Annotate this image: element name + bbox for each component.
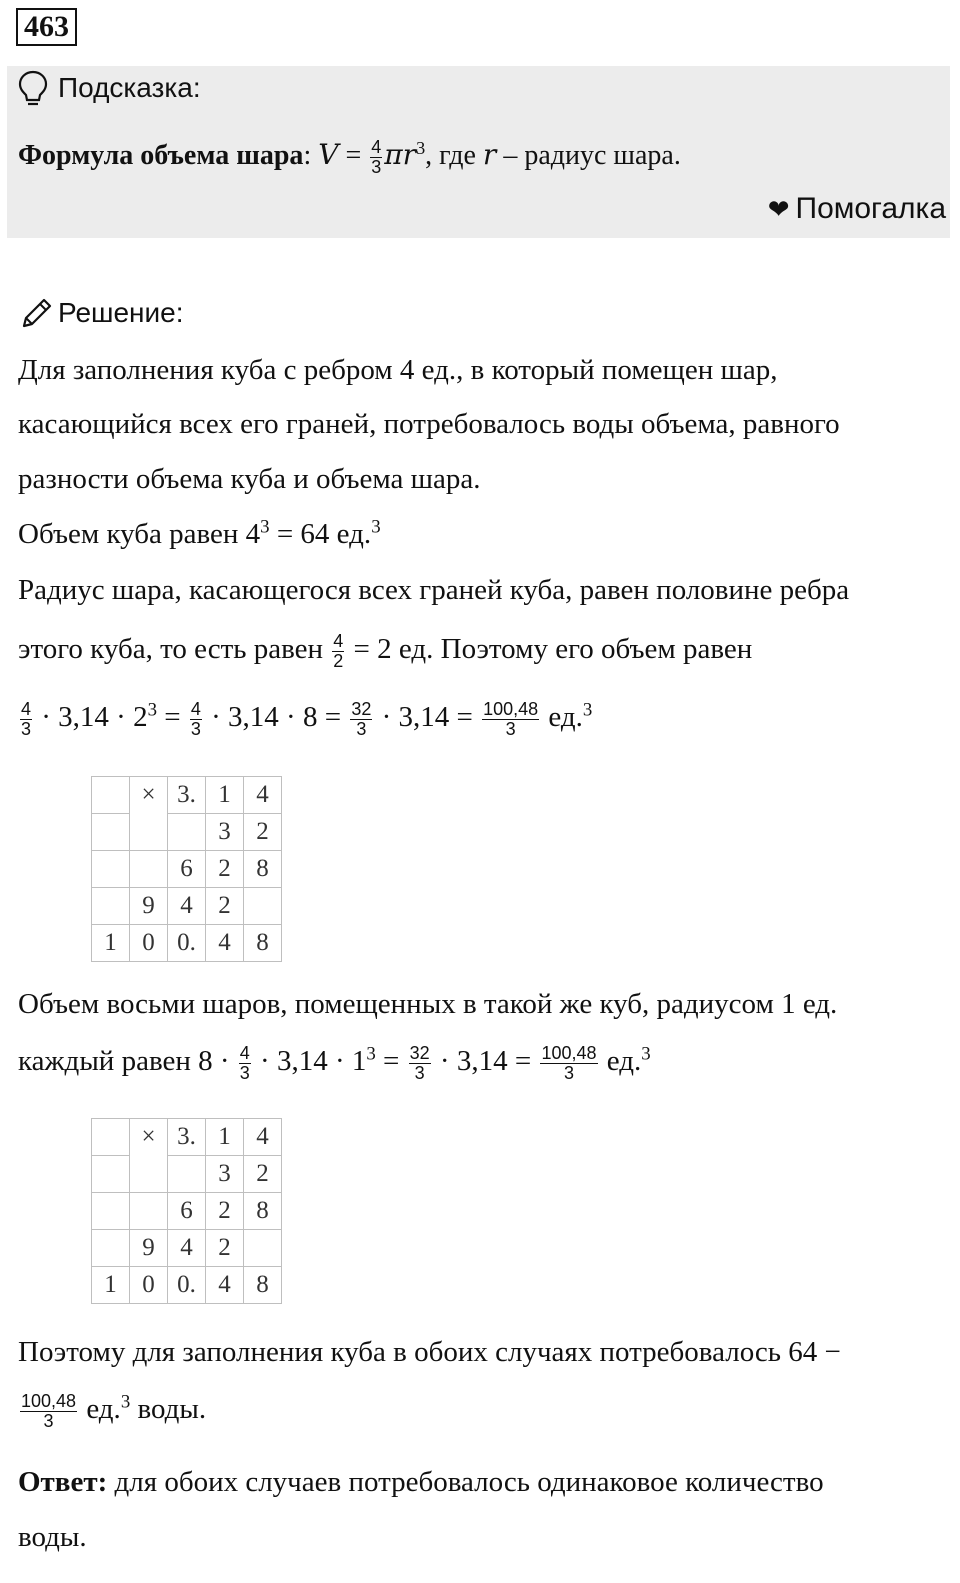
fraction — [239, 1044, 251, 1083]
frac-den: 3 — [190, 718, 201, 739]
text: ед. — [79, 1393, 121, 1426]
text: воды. — [130, 1393, 207, 1426]
table-cell: 6 — [168, 1193, 206, 1230]
var-v: V — [318, 138, 339, 171]
text-line: касающийся всех его граней, потребовалось воды объема, равного — [18, 408, 840, 440]
frac-num: 32 — [351, 699, 372, 719]
table-cell: 4 — [244, 777, 282, 814]
frac-num: 100,48 — [541, 1043, 597, 1063]
table-cell — [92, 777, 130, 814]
text: = — [157, 701, 188, 734]
table-cell: 3. — [168, 1119, 206, 1156]
frac-num: 4 — [239, 1043, 250, 1063]
text: этого куба, то есть равен — [18, 633, 331, 666]
hint-formula — [18, 138, 681, 177]
table-cell: × — [130, 777, 168, 814]
text-line: разности объема куба и объема шара. — [18, 463, 481, 495]
table-cell: 1 — [92, 1267, 130, 1304]
table-cell — [130, 814, 168, 851]
exponent: 3 — [260, 516, 270, 538]
frac-den: 2 — [333, 650, 344, 671]
exponent: 3 — [416, 138, 426, 158]
table-cell: 4 — [168, 888, 206, 925]
table-cell: 3. — [168, 777, 206, 814]
text: · 3,14 = — [374, 701, 481, 734]
frac-num: 32 — [409, 1043, 430, 1063]
table-cell — [244, 888, 282, 925]
table-cell: 3 — [206, 814, 244, 851]
text: ед. — [599, 1045, 642, 1078]
table-cell: 4 — [168, 1230, 206, 1267]
equals: = — [338, 140, 369, 171]
table-cell: 0 — [130, 925, 168, 962]
table-cell — [130, 1156, 168, 1193]
table-cell: 3 — [206, 1156, 244, 1193]
text-line: Радиус шара, касающегося всех граней куба, равен половине ребра — [18, 574, 850, 606]
text-line: Объем восьми шаров, помещенных в такой же куб, радиусом 1 ед. — [18, 988, 838, 1020]
exponent: 3 — [582, 699, 593, 721]
frac-num: 100,48 — [21, 1391, 77, 1411]
table-cell — [92, 1230, 130, 1267]
table-cell: 2 — [244, 814, 282, 851]
text: · 3,14 · 8 = — [203, 701, 349, 734]
frac-num: 4 — [371, 137, 382, 158]
table-cell: 2 — [206, 1193, 244, 1230]
table-cell: 8 — [244, 851, 282, 888]
pi-r: πr — [384, 138, 417, 171]
exponent: 3 — [371, 516, 381, 538]
table-cell: 8 — [244, 1267, 282, 1304]
text: , где — [425, 140, 483, 171]
table-cell: 8 — [244, 925, 282, 962]
frac-den: 3 — [21, 718, 32, 739]
fraction — [370, 138, 382, 177]
fraction — [350, 700, 372, 739]
exponent: 3 — [120, 1391, 131, 1413]
exponent: 3 — [366, 1043, 376, 1065]
fraction — [482, 700, 539, 739]
fraction — [20, 700, 32, 739]
frac-den: 3 — [371, 157, 382, 178]
text: = 2 ед. Поэтому его объем равен — [346, 633, 753, 666]
text: = — [375, 1045, 407, 1078]
table-cell — [244, 1230, 282, 1267]
var-r: r — [482, 138, 497, 171]
text-line: воды. — [18, 1521, 87, 1553]
table-cell: 0 — [130, 1267, 168, 1304]
table-cell: 9 — [130, 888, 168, 925]
table-cell: 2 — [206, 888, 244, 925]
fraction — [190, 700, 202, 739]
table-cell — [92, 1193, 130, 1230]
text: · 3,14 · 1 — [252, 1045, 367, 1078]
text: для обоих случаев потребовалось одинаковое количество — [107, 1466, 824, 1498]
hint-title: Подсказка: — [58, 72, 201, 103]
exponent: 3 — [641, 1043, 651, 1065]
text: – радиус шара. — [496, 140, 681, 171]
table-cell: 6 — [168, 851, 206, 888]
table-cell: × — [130, 1119, 168, 1156]
credit — [768, 192, 946, 226]
table-cell — [130, 851, 168, 888]
multiplication-table-2 — [91, 1118, 282, 1304]
fraction — [540, 1044, 597, 1083]
fraction — [409, 1044, 431, 1083]
fraction — [20, 1392, 77, 1431]
exponent: 3 — [147, 699, 158, 721]
text: · 3,14 · 2 — [34, 701, 148, 734]
table-cell: 9 — [130, 1230, 168, 1267]
frac-den: 3 — [356, 718, 367, 739]
frac-den: 3 — [414, 1062, 425, 1083]
text-line: Для заполнения куба с ребром 4 ед., в который помещен шар, — [18, 354, 778, 386]
table-cell — [92, 851, 130, 888]
problem-number: 463 — [16, 8, 77, 46]
frac-num: 4 — [21, 699, 32, 719]
table-cell: 0. — [168, 1267, 206, 1304]
table-cell: 1 — [206, 1119, 244, 1156]
text: ед. — [541, 701, 583, 734]
table-cell: 8 — [244, 1193, 282, 1230]
table-cell — [168, 814, 206, 851]
table-cell: 1 — [92, 925, 130, 962]
table-cell: 2 — [206, 851, 244, 888]
frac-den: 3 — [43, 1410, 54, 1431]
frac-den: 3 — [239, 1062, 250, 1083]
lightbulb-icon — [18, 70, 48, 108]
table-cell: 0. — [168, 925, 206, 962]
cube-volume-line — [18, 518, 381, 551]
table-cell: 1 — [206, 777, 244, 814]
fraction — [332, 632, 344, 671]
frac-num: 4 — [333, 631, 344, 651]
colon: : — [303, 140, 319, 171]
formula-label: Формула объема шара — [18, 140, 304, 171]
table-cell: 2 — [244, 1156, 282, 1193]
solution-title: Решение: — [58, 297, 184, 328]
table-cell: 2 — [206, 1230, 244, 1267]
answer-label: Ответ: — [18, 1466, 108, 1498]
table-cell: 4 — [244, 1119, 282, 1156]
frac-den: 3 — [505, 718, 516, 739]
table-cell — [92, 1156, 130, 1193]
multiplication-table-1 — [91, 776, 282, 962]
answer-line — [18, 1466, 824, 1499]
radius-line — [18, 632, 752, 671]
frac-num: 100,48 — [483, 699, 539, 719]
credit-label: Помогалка — [795, 192, 946, 225]
table-cell — [130, 1193, 168, 1230]
table-cell: 4 — [206, 1267, 244, 1304]
table-cell — [168, 1156, 206, 1193]
table-cell — [92, 1119, 130, 1156]
volume-calc-1 — [18, 700, 592, 739]
text: Объем куба равен 4 — [18, 518, 261, 550]
frac-num: 4 — [190, 699, 201, 719]
table-cell: 4 — [206, 925, 244, 962]
text-line: Поэтому для заполнения куба в обоих случаях потребовалось 64 − — [18, 1336, 841, 1368]
text: = 64 ед. — [269, 518, 372, 550]
final-line — [18, 1392, 206, 1431]
table-cell — [92, 888, 130, 925]
heart-icon: ❤ — [767, 194, 790, 224]
table-cell — [92, 814, 130, 851]
pencil-icon — [18, 296, 54, 332]
volume-calc-2 — [18, 1044, 651, 1083]
text: · 3,14 = — [432, 1045, 539, 1078]
frac-den: 3 — [563, 1062, 574, 1083]
text: каждый равен 8 · — [18, 1045, 237, 1078]
